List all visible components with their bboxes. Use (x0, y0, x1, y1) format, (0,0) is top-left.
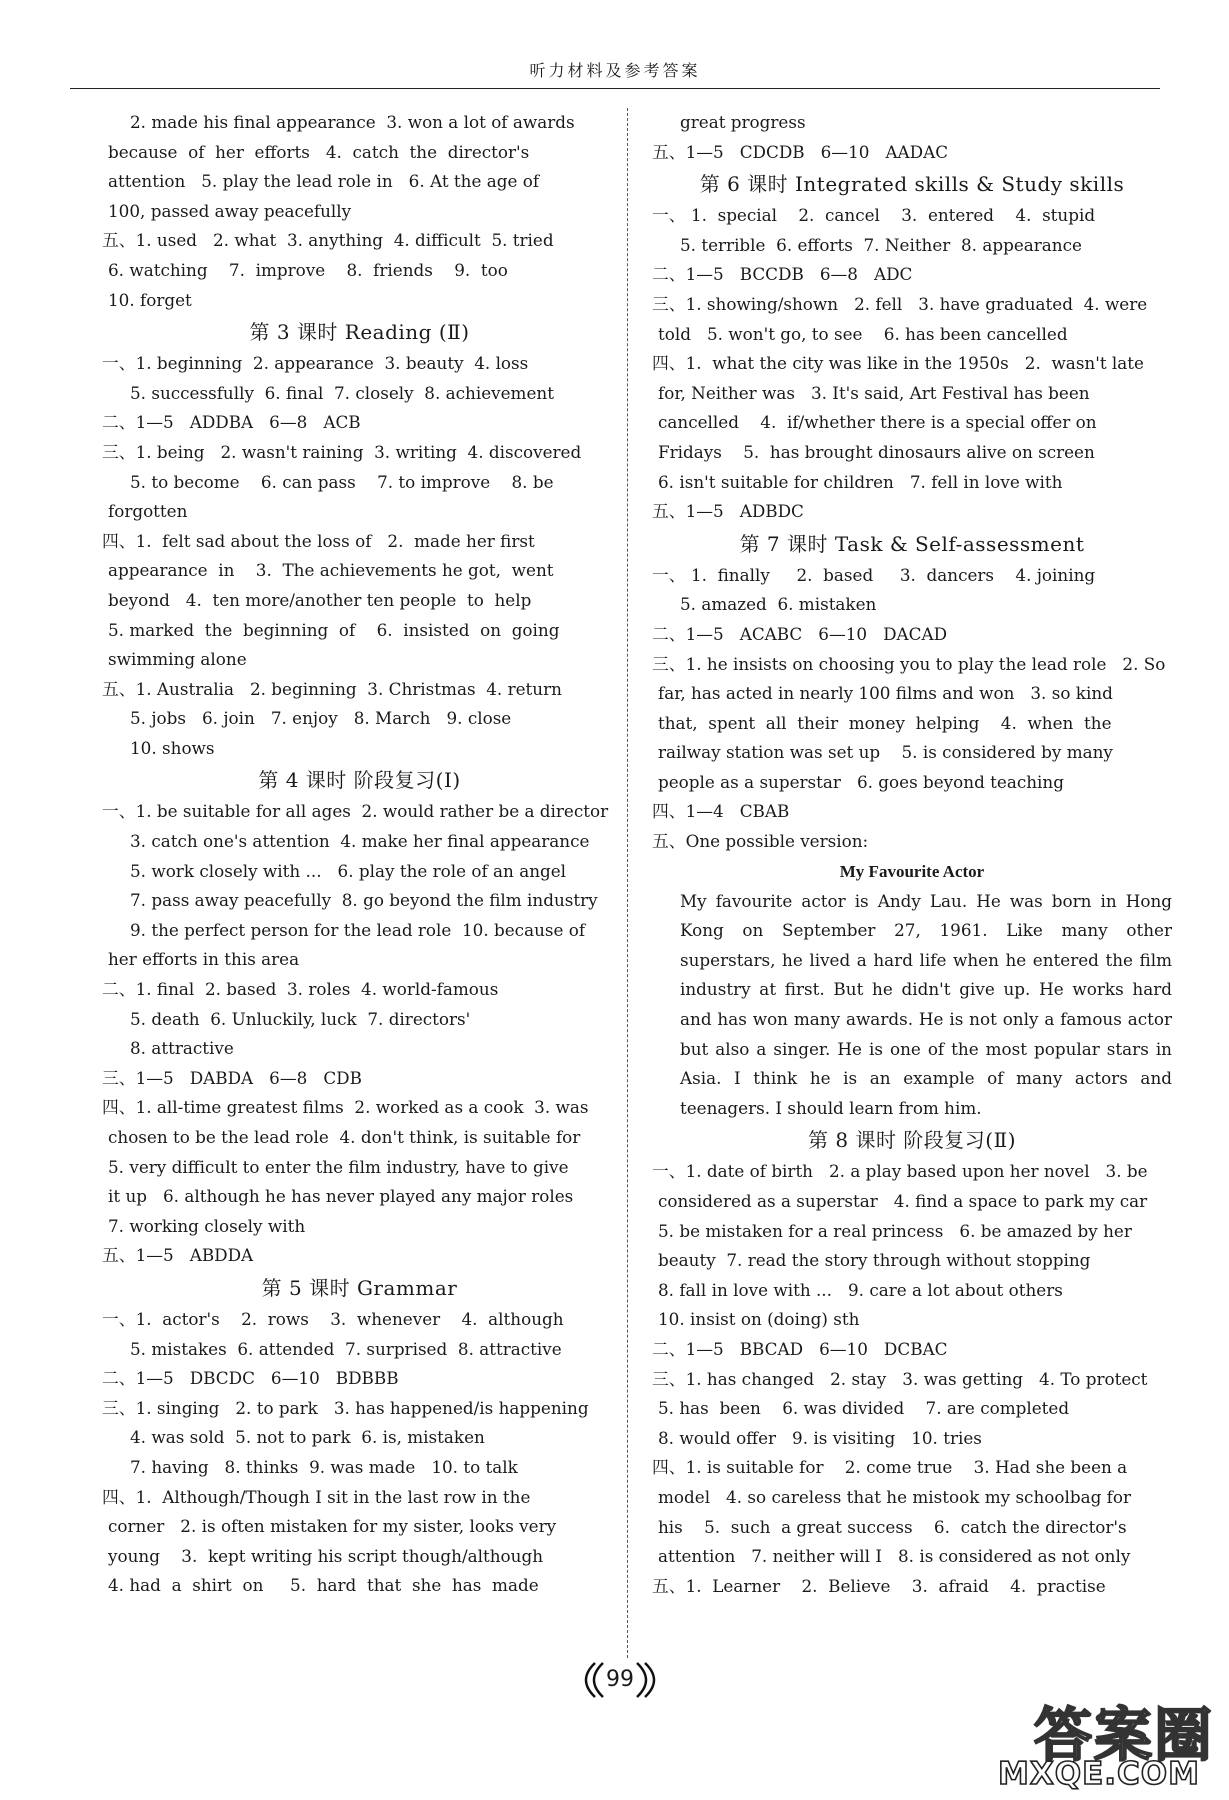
answer-line: 三、1—5 DABDA 6—8 CDB (102, 1067, 362, 1088)
section-heading: 第 6 课时 Integrated skills & Study skills (699, 172, 1125, 197)
answer-line: 五、1—5 CDCDB 6—10 AADAC (652, 141, 949, 162)
answer-line: 7. having 8. thinks 9. was made 10. to talk (130, 1456, 518, 1477)
answer-line: 5. successfully 6. final 7. closely 8. achievement (130, 382, 554, 403)
answer-line: 7. working closely with (108, 1215, 306, 1236)
answer-line: beauty 7. read the story through without stopping (658, 1250, 1091, 1271)
answer-line: 6. watching 7. improve 8. friends 9. too (108, 259, 508, 280)
answer-line: swimming alone (108, 649, 247, 670)
page-number-badge (573, 1660, 667, 1700)
answer-line: Fridays 5. has brought dinosaurs alive on screen (658, 441, 1095, 462)
answer-line: 四、1—4 CBAB (652, 801, 790, 822)
answer-line: 三、1. being 2. wasn't raining 3. writing 4. discovered (102, 441, 582, 462)
answer-line: 四、1. felt sad about the loss of 2. made her first (102, 530, 535, 551)
answer-line: 五、1. Learner 2. Believe 3. afraid 4. practise (652, 1575, 1106, 1596)
answer-line: 10. shows (130, 737, 215, 758)
section-heading: 第 8 课时 阶段复习(Ⅱ) (808, 1128, 1016, 1153)
answer-line: railway station was set up 5. is considered by many (658, 742, 1113, 763)
answer-line: attention 5. play the lead role in 6. At the age of (108, 171, 540, 192)
right-column-bottom (652, 1123, 1172, 1601)
answer-line: 五、One possible version: (652, 831, 869, 852)
answer-line: far, has acted in nearly 100 films and won 3. so kind (658, 683, 1113, 704)
answer-line: appearance in 3. The achievements he got, went (108, 560, 554, 581)
answer-line: 10. insist on (doing) sth (658, 1309, 860, 1330)
answer-line: corner 2. is often mistaken for my sister, looks very (108, 1516, 557, 1537)
watermark-logo (990, 1688, 1220, 1792)
answer-line: because of her efforts 4. catch the director's (108, 141, 530, 162)
answer-line: 5. marked the beginning of 6. insisted on going (108, 619, 560, 640)
answer-line: 二、1—5 BCCDB 6—8 ADC (652, 264, 913, 285)
answer-line: attention 7. neither will I 8. is considered as not only (658, 1546, 1131, 1567)
answer-line: 五、1. used 2. what 3. anything 4. difficult 5. tried (102, 230, 554, 251)
answer-line: beyond 4. ten more/another ten people to help (108, 589, 532, 610)
answer-line: 一、1. beginning 2. appearance 3. beauty 4. loss (102, 353, 529, 374)
answer-line: 一、1. be suitable for all ages 2. would rather be a director (102, 801, 609, 822)
answer-line: 四、1. all-time greatest films 2. worked as a cook 3. was (102, 1097, 589, 1118)
column-divider (627, 108, 628, 1658)
answer-line: 二、1—5 BBCAD 6—10 DCBAC (652, 1338, 948, 1359)
answer-line: 3. catch one's attention 4. make her final appearance (130, 831, 590, 852)
answer-line: 2. made his final appearance 3. won a lot of awards (130, 112, 575, 132)
answer-line: people as a superstar 6. goes beyond teaching (658, 771, 1064, 792)
answer-line: 一、 1. finally 2. based 3. dancers 4. joining (652, 564, 1096, 585)
answer-line: her efforts in this area (108, 949, 300, 970)
answer-line: model 4. so careless that he mistook my schoolbag for (658, 1486, 1131, 1507)
essay (652, 857, 1172, 1124)
answer-line: that, spent all their money helping 4. when the (658, 712, 1112, 733)
answer-line: told 5. won't go, to see 6. has been cancelled (658, 323, 1068, 344)
answer-line: 9. the perfect person for the lead role 10. because of (130, 919, 586, 940)
header-title: 听力材料及参考答案 (529, 61, 701, 80)
answer-line: 5. to become 6. can pass 7. to improve 8. be (130, 471, 554, 492)
answer-line: his 5. such a great success 6. catch the director's (658, 1516, 1127, 1537)
essay-title: My Favourite Actor (839, 861, 985, 881)
answer-line: 4. had a shirt on 5. hard that she has made (108, 1575, 539, 1596)
answer-line: 5. jobs 6. join 7. enjoy 8. March 9. close (130, 708, 512, 729)
answer-line: 五、1. Australia 2. beginning 3. Christmas 4. return (102, 678, 562, 699)
answer-line: 二、1—5 ACABC 6—10 DACAD (652, 623, 948, 644)
answer-line: 四、1. Although/Though I sit in the last row in the (102, 1486, 531, 1507)
watermark-top: 答案圈 (1034, 1701, 1215, 1769)
watermark-bottom: MXQE.COM (998, 1756, 1201, 1792)
page-header (70, 46, 1160, 89)
answer-line: 一、1. date of birth 2. a play based upon her novel 3. be (652, 1161, 1148, 1182)
answer-line: great progress (680, 112, 806, 132)
answer-line: 5. amazed 6. mistaken (680, 594, 877, 615)
answer-line: 一、 1. special 2. cancel 3. entered 4. stupid (652, 205, 1096, 226)
answer-line: young 3. kept writing his script though/although (108, 1545, 544, 1566)
right-column-top (652, 108, 1172, 857)
answer-line: 5. very difficult to enter the film industry, have to give (108, 1156, 569, 1177)
answer-line: 三、1. singing 2. to park 3. has happened/is happening (102, 1397, 589, 1418)
answer-line: 8. would offer 9. is visiting 10. tries (658, 1427, 982, 1448)
answer-line: 三、1. has changed 2. stay 3. was getting 4. To protect (652, 1368, 1148, 1389)
answer-line: 5. death 6. Unluckily, luck 7. directors' (130, 1008, 471, 1029)
answer-line: it up 6. although he has never played any major roles (108, 1186, 574, 1207)
answer-line: forgotten (108, 501, 188, 522)
answer-line: cancelled 4. if/whether there is a special offer on (658, 412, 1097, 433)
page-number: 99 (606, 1667, 634, 1692)
answer-line: 8. fall in love with ... 9. care a lot about others (658, 1279, 1063, 1300)
answer-line: 二、1—5 DBCDC 6—10 BDBBB (102, 1368, 399, 1389)
answer-line: 三、1. he insists on choosing you to play the lead role 2. So (652, 653, 1166, 674)
answer-line: 四、1. what the city was like in the 1950s 2. wasn't late (652, 353, 1144, 374)
section-heading: 第 5 课时 Grammar (261, 1275, 458, 1300)
answer-line: considered as a superstar 4. find a space to park my car (658, 1191, 1148, 1211)
section-heading: 第 7 课时 Task & Self-assessment (739, 531, 1085, 556)
answer-line: 5. has been 6. was divided 7. are completed (658, 1398, 1070, 1419)
answer-line: 100, passed away peacefully (108, 200, 352, 221)
answer-line: 5. mistakes 6. attended 7. surprised 8. attractive (130, 1338, 562, 1359)
left-column (102, 108, 617, 1601)
answer-line: 五、1—5 ADBDC (652, 501, 804, 522)
answer-line: 三、1. showing/shown 2. fell 3. have graduated 4. were (652, 293, 1148, 314)
answer-line: 8. attractive (130, 1038, 234, 1059)
answer-line: 5. work closely with ... 6. play the role of an angel (130, 860, 567, 881)
answer-line: 6. isn't suitable for children 7. fell in love with (658, 471, 1063, 492)
right-column (652, 108, 1172, 1601)
answer-line: for, Neither was 3. It's said, Art Festival has been (658, 382, 1090, 403)
answer-line: 5. be mistaken for a real princess 6. be amazed by her (658, 1220, 1132, 1241)
answer-line: 5. terrible 6. efforts 7. Neither 8. appearance (680, 234, 1082, 255)
section-heading: 第 4 课时 阶段复习(Ⅰ) (258, 768, 461, 793)
answer-line: 10. forget (108, 289, 192, 310)
answer-line: 二、1—5 ADDBA 6—8 ACB (102, 412, 361, 433)
answer-line: 五、1—5 ABDDA (102, 1245, 254, 1266)
answer-line: chosen to be the lead role 4. don't think, is suitable for (108, 1127, 581, 1147)
answer-line: 一、1. actor's 2. rows 3. whenever 4. although (102, 1308, 564, 1329)
section-heading: 第 3 课时 Reading (Ⅱ) (249, 320, 470, 345)
essay-body: My favourite actor is Andy Lau. He was born in Hong Kong on September 27, 1961. Like many other superstars, he lived a hard life when he entered the film industry at first. But he didn't give up. He works hard and has won many awards. He is not only a famous actor but also a singer. He is one of the most popular stars in Asia. I think he is an example of many actors and teenagers. I should learn from him. (680, 890, 1172, 1118)
answer-line: 7. pass away peacefully 8. go beyond the film industry (130, 890, 598, 911)
answer-line: 四、1. is suitable for 2. come true 3. Had she been a (652, 1457, 1128, 1478)
answer-line: 4. was sold 5. not to park 6. is, mistaken (130, 1427, 485, 1448)
answer-line: 二、1. final 2. based 3. roles 4. world-famous (102, 979, 499, 1000)
